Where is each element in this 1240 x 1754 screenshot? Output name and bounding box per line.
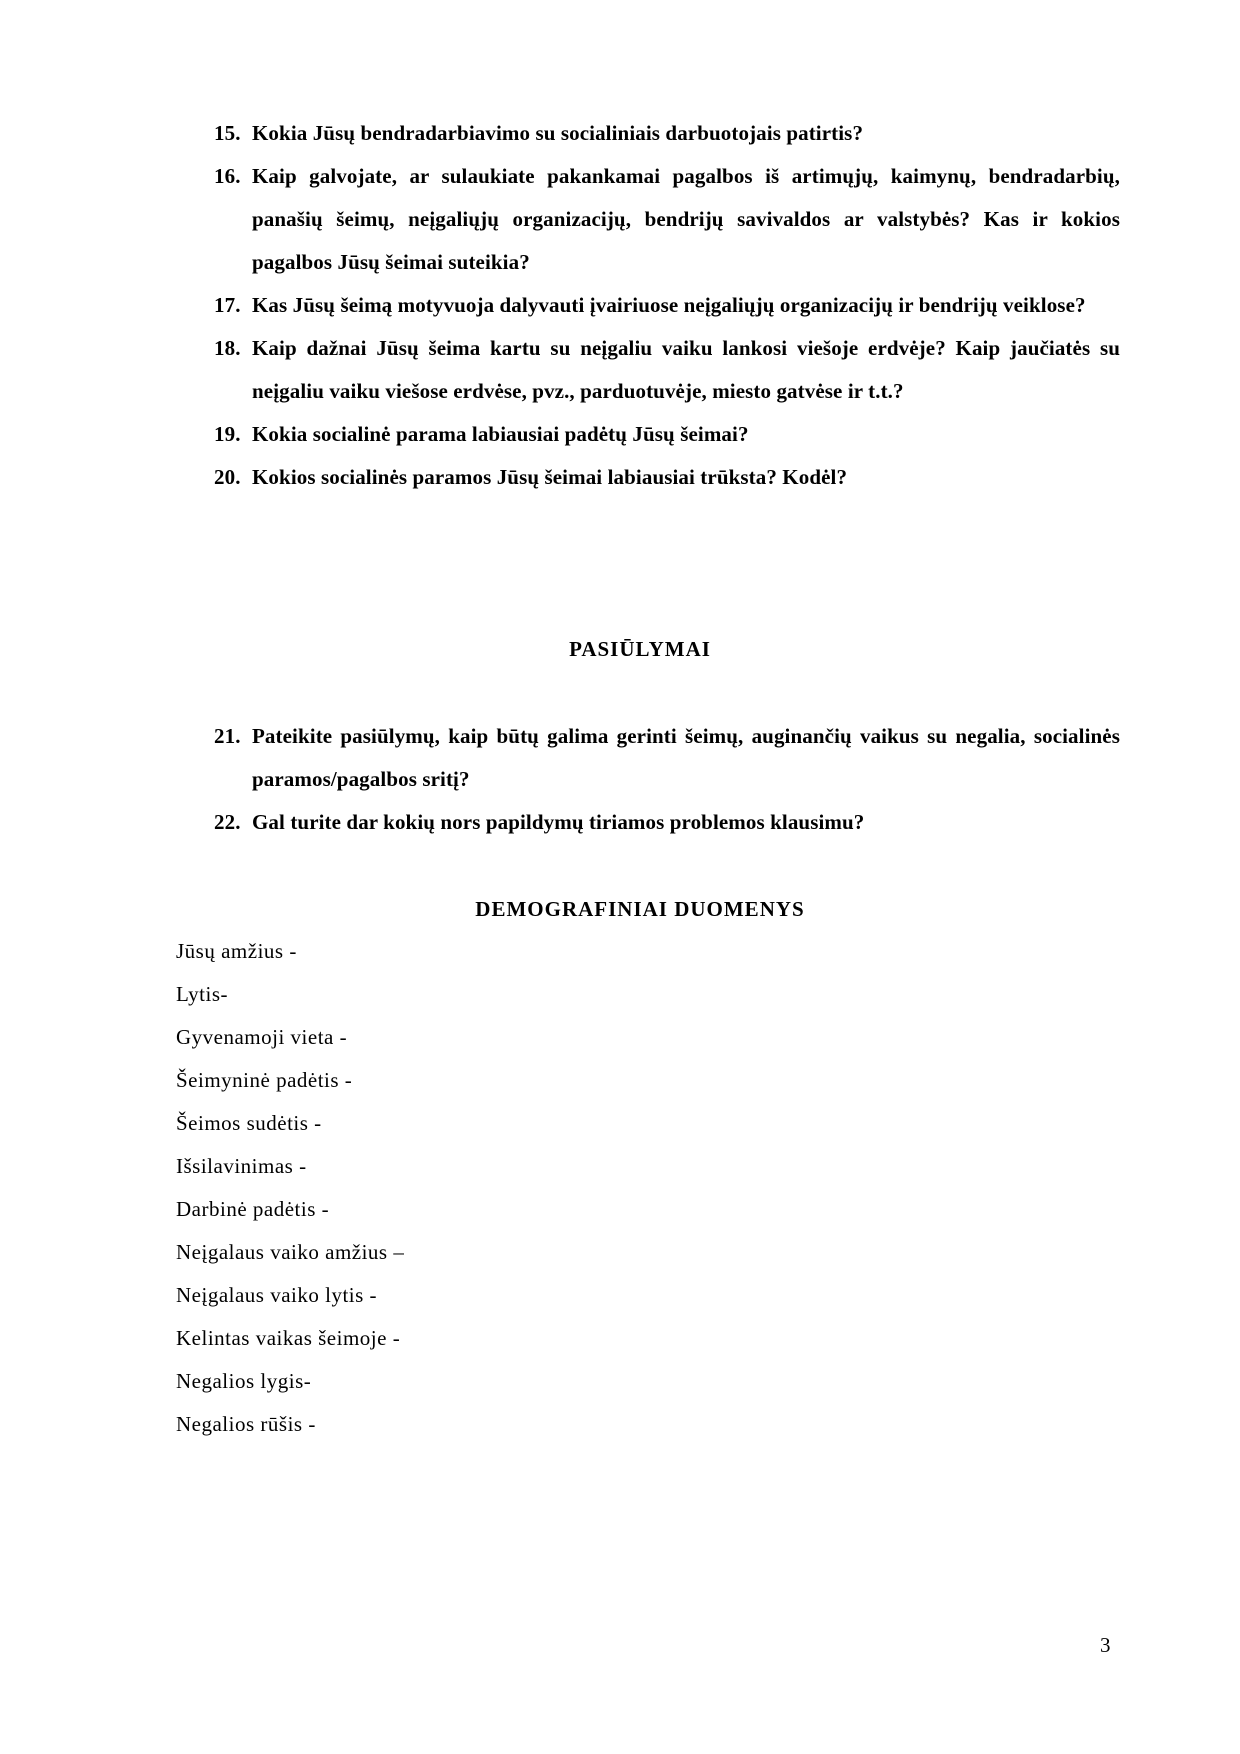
question-number: 22. <box>214 810 241 834</box>
question-text: Gal turite dar kokių nors papildymų tiriamos problemos klausimu? <box>252 810 865 834</box>
question-19 <box>214 413 1120 456</box>
question-number: 15. <box>214 121 241 145</box>
demographic-field: Neįgalaus vaiko amžius – <box>176 1240 405 1264</box>
question-number: 17. <box>214 293 241 317</box>
demographic-field: Negalios rūšis - <box>176 1412 316 1436</box>
question-list-part1 <box>214 112 1120 499</box>
question-list-part2 <box>214 715 1120 844</box>
section-heading-pasiulymai: PASIŪLYMAI <box>569 637 711 661</box>
question-22 <box>214 801 1120 844</box>
question-18 <box>214 327 1120 413</box>
question-17 <box>214 284 1120 327</box>
demographic-field: Darbinė padėtis - <box>176 1197 330 1221</box>
question-number: 19. <box>214 422 241 446</box>
question-text: Pateikite pasiūlymų, kaip būtų galima gerinti šeimų, auginančių vaikus su negalia, socialinės paramos/pagalbos sritį? <box>252 724 1120 791</box>
demographic-field: Šeimos sudėtis - <box>176 1111 322 1135</box>
demographic-field: Šeimyninė padėtis - <box>176 1068 353 1092</box>
question-16 <box>214 155 1120 284</box>
demographic-field: Kelintas vaikas šeimoje - <box>176 1326 401 1350</box>
question-number: 20. <box>214 465 241 489</box>
question-text: Kokia socialinė parama labiausiai padėtų Jūsų šeimai? <box>252 422 749 446</box>
page-number: 3 <box>1100 1633 1111 1657</box>
question-number: 21. <box>214 724 241 748</box>
demographic-field: Lytis- <box>176 982 229 1006</box>
question-text: Kokios socialinės paramos Jūsų šeimai labiausiai trūksta? Kodėl? <box>252 465 848 489</box>
demographics-list <box>176 930 404 1446</box>
question-20 <box>214 456 1120 499</box>
question-text: Kaip galvojate, ar sulaukiate pakankamai pagalbos iš artimųjų, kaimynų, bendradarbių, panašių šeimų, neįgaliųjų organizacijų, bendrijų savivaldos ar valstybės? Kas ir kokios pagalbos Jūsų šeimai suteikia? <box>252 164 1120 274</box>
question-text: Kas Jūsų šeimą motyvuoja dalyvauti įvairiuose neįgaliųjų organizacijų ir bendrijų veiklose? <box>252 293 1086 317</box>
question-text: Kaip dažnai Jūsų šeima kartu su neįgaliu vaiku lankosi viešoje erdvėje? Kaip jaučiatės su neįgaliu vaiku viešose erdvėse, pvz., parduotuvėje, miesto gatvėse ir t.t.? <box>252 336 1120 403</box>
demographic-field: Negalios lygis- <box>176 1369 312 1393</box>
demographic-field: Gyvenamoji vieta - <box>176 1025 348 1049</box>
demographic-field: Jūsų amžius - <box>176 939 297 963</box>
section-heading-demografiniai: DEMOGRAFINIAI DUOMENYS <box>475 897 805 921</box>
question-21 <box>214 715 1120 801</box>
question-number: 16. <box>214 164 241 188</box>
question-number: 18. <box>214 336 241 360</box>
demographic-field: Neįgalaus vaiko lytis - <box>176 1283 378 1307</box>
demographic-field: Išsilavinimas - <box>176 1154 307 1178</box>
question-15 <box>214 112 1120 155</box>
question-text: Kokia Jūsų bendradarbiavimo su socialiniais darbuotojais patirtis? <box>252 121 864 145</box>
